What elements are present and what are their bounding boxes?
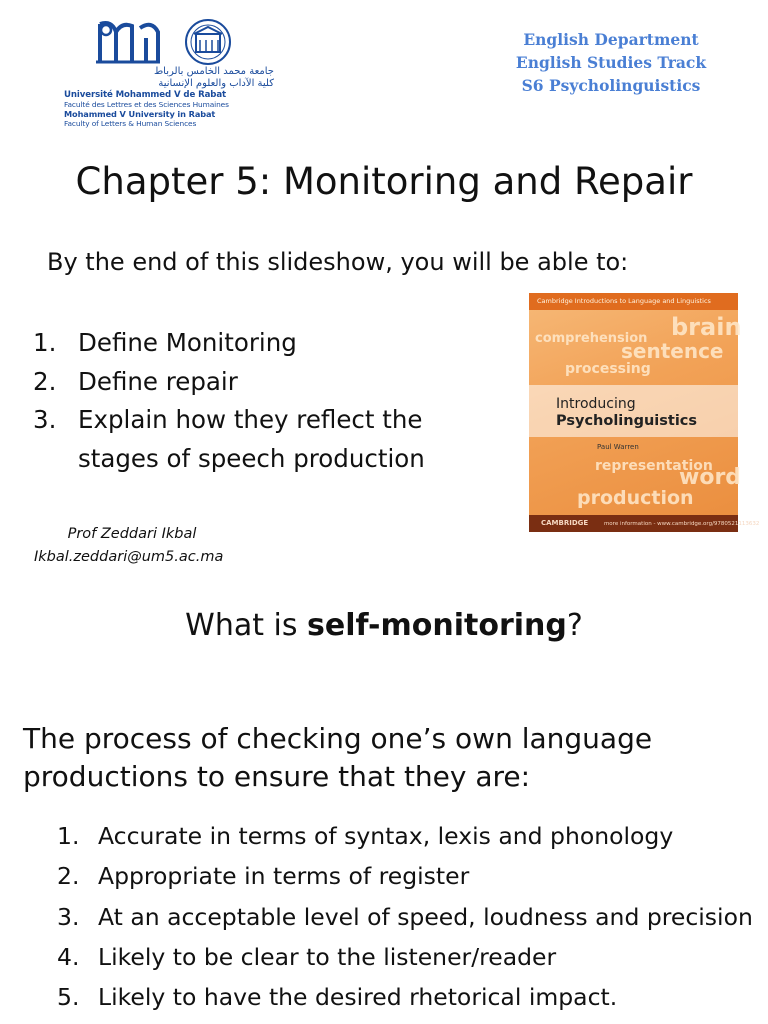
- book-footer-info: more information - www.cambridge.org/9780521113632: [603, 521, 760, 527]
- criteria-number: 3.: [57, 902, 80, 931]
- criteria-list: [57, 816, 757, 1017]
- track-name: English Studies Track: [515, 53, 707, 72]
- criteria-text: Appropriate in terms of register: [98, 862, 470, 891]
- cover-word: comprehension: [535, 331, 648, 346]
- book-series-band: Cambridge Introductions to Language and Linguistics: [529, 293, 738, 310]
- objective-text: Define Monitoring: [78, 328, 297, 357]
- logo-arabic-line-2: كلية الآداب والعلوم الإنسانية: [158, 78, 274, 89]
- objectives-intro: By the end of this slideshow, you will be able to:: [47, 248, 629, 276]
- criteria-number: 1.: [57, 822, 80, 850]
- professor-name: Prof Zeddari Ikbal: [67, 526, 197, 542]
- logo-latin-line-1: Université Mohammed V de Rabat: [64, 90, 227, 100]
- book-author: Paul Warren: [597, 443, 639, 451]
- university-emblem-icon: [60, 18, 275, 68]
- author-credit: [34, 523, 244, 569]
- course-name: S6 Psycholinguistics: [521, 76, 701, 95]
- criteria-number: 5.: [57, 983, 80, 1012]
- objective-text: Define repair: [78, 366, 238, 396]
- cover-word: production: [577, 487, 694, 509]
- question-prefix: What is: [185, 608, 308, 643]
- criteria-text: Likely to be clear to the listener/reader: [98, 942, 557, 971]
- criteria-number: 2.: [57, 862, 80, 891]
- logo-latin-line-2: Faculté des Lettres et des Sciences Humaines: [64, 100, 229, 109]
- criteria-item: [57, 977, 757, 1017]
- book-footer-band: [529, 515, 760, 532]
- cover-word: processing: [565, 361, 651, 377]
- question-term: self-monitoring: [307, 608, 567, 643]
- criteria-number: 4.: [57, 942, 80, 971]
- criteria-item: [57, 897, 757, 937]
- objective-number: 3.: [33, 405, 57, 434]
- objective-item: [33, 363, 493, 402]
- criteria-text: At an acceptable level of speed, loudness and precision: [98, 902, 753, 931]
- book-title-line-2: Psycholinguistics: [556, 413, 698, 429]
- logo-latin-line-3: Mohammed V University in Rabat: [64, 109, 216, 119]
- cover-word: sentence: [621, 339, 724, 363]
- department-name: English Department: [523, 30, 699, 49]
- cover-word: representation: [595, 458, 713, 474]
- logo-latin-line-4: Faculty of Letters & Human Sciences: [64, 119, 197, 128]
- university-logo: [60, 18, 275, 128]
- criteria-text: Accurate in terms of syntax, lexis and phonology: [98, 822, 674, 850]
- objective-item: [33, 324, 493, 363]
- cover-word: brain: [671, 313, 742, 341]
- book-title-line-1: Introducing: [556, 396, 636, 412]
- objective-item: [33, 401, 493, 478]
- question-suffix: ?: [566, 608, 583, 643]
- criteria-item: [57, 937, 757, 977]
- objective-number: 1.: [33, 328, 57, 357]
- criteria-item: [57, 856, 757, 896]
- professor-email: Ikbal.zeddari@um5.ac.ma: [34, 549, 224, 565]
- slide-question: [0, 608, 768, 643]
- logo-arabic-line-1: جامعة محمد الخامس بالرباط: [153, 66, 274, 77]
- objectives-list: [33, 324, 493, 478]
- department-header: [505, 28, 717, 97]
- definition-text: The process of checking one’s own language productions to ensure that they are:: [23, 722, 653, 793]
- cover-word: word: [679, 465, 742, 490]
- objective-number: 2.: [33, 366, 57, 396]
- criteria-text: Likely to have the desired rhetorical impact.: [98, 983, 618, 1012]
- objective-text: Explain how they reflect the stages of speech production: [78, 405, 425, 473]
- book-publisher: CAMBRIDGE: [541, 519, 589, 527]
- slide-title: Chapter 5: Monitoring and Repair: [75, 160, 693, 203]
- book-cover-image: [529, 293, 760, 532]
- criteria-item: [57, 816, 757, 856]
